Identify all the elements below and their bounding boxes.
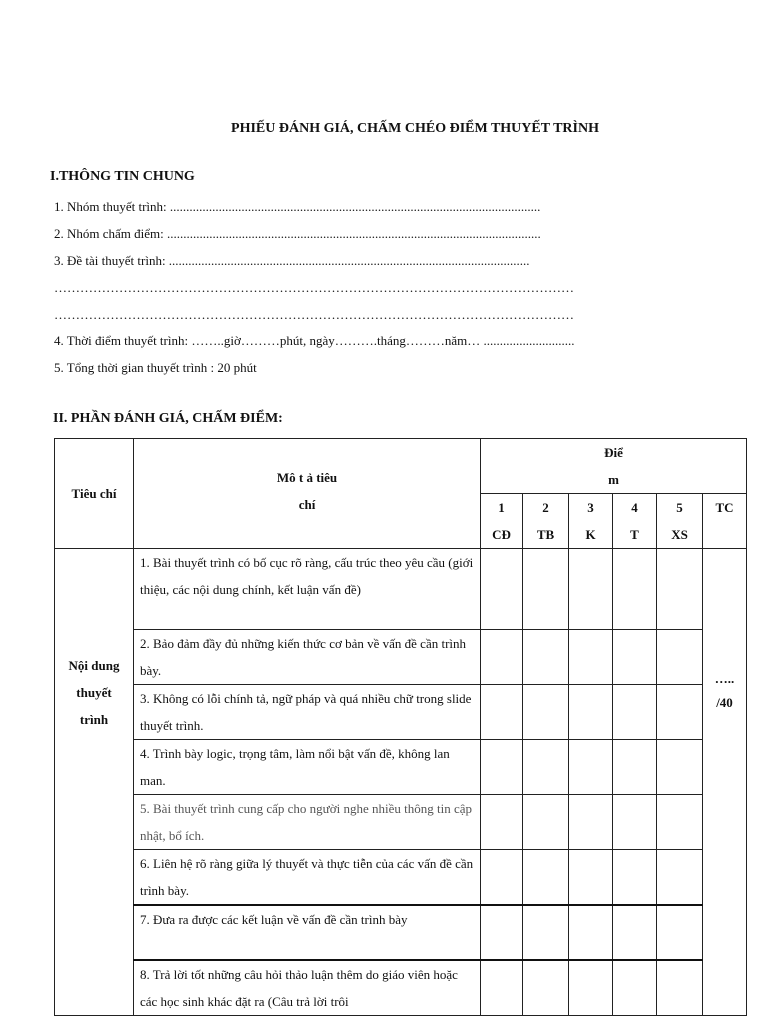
score-cell[interactable]: [613, 795, 657, 850]
score-cell[interactable]: [657, 549, 703, 630]
criterion-description: 8. Trả lời tốt những câu hỏi thảo luận thêm do giáo viên hoặc các học sinh khác đặt ra (Câu trả lời trôi: [134, 960, 481, 1016]
info-topic: 3. Đề tài thuyết trình: ...............................................................................................................: [54, 253, 530, 268]
criterion-description: 2. Bảo đảm đầy đủ những kiến thức cơ bản về vấn đề cần trình bày.: [134, 630, 481, 685]
criterion-description: 1. Bài thuyết trình có bố cục rõ ràng, cấu trúc theo yêu cầu (giới thiệu, các nội dung chính, kết luận vấn đề): [134, 549, 481, 630]
score-cell[interactable]: [523, 795, 569, 850]
header-level-5: 5 XS: [657, 494, 703, 549]
score-cell[interactable]: [569, 740, 613, 795]
score-cell[interactable]: [481, 740, 523, 795]
section-evaluation-heading: II. PHẦN ĐÁNH GIÁ, CHẤM ĐIỂM:: [53, 411, 283, 426]
header-description: Mô t ả tiêu chí: [134, 439, 481, 549]
score-cell[interactable]: [569, 685, 613, 740]
criterion-description: 6. Liên hệ rõ ràng giữa lý thuyết và thực tiễn của các vấn đề cần trình bày.: [134, 850, 481, 906]
table-row: [55, 795, 747, 850]
score-cell[interactable]: [481, 685, 523, 740]
score-cell[interactable]: [523, 549, 569, 630]
score-cell[interactable]: [569, 549, 613, 630]
info-presenting-group: 1. Nhóm thuyết trình: ..................................................................................................................: [54, 199, 541, 214]
score-cell[interactable]: [613, 630, 657, 685]
score-cell[interactable]: [481, 960, 523, 1016]
criterion-description: 4. Trình bày logic, trọng tâm, làm nổi bật vấn đề, không lan man.: [134, 740, 481, 795]
score-cell[interactable]: [657, 795, 703, 850]
score-cell[interactable]: [569, 795, 613, 850]
info-topic-line-2: …………………………………………………………………………………………………………: [54, 280, 574, 295]
score-cell[interactable]: [657, 905, 703, 960]
score-cell[interactable]: [657, 685, 703, 740]
score-cell[interactable]: [569, 850, 613, 906]
header-level-4: 4 T: [613, 494, 657, 549]
header-criteria: Tiêu chí: [55, 439, 134, 549]
header-total: TC: [703, 494, 747, 549]
header-level-3: 3 K: [569, 494, 613, 549]
score-cell[interactable]: [569, 630, 613, 685]
score-cell[interactable]: [481, 549, 523, 630]
score-cell[interactable]: [613, 905, 657, 960]
header-level-1: 1 CĐ: [481, 494, 523, 549]
info-presentation-time: 4. Thời điểm thuyết trình: ……..giờ………phút, ngày……….tháng………năm… ............................: [54, 333, 575, 348]
evaluation-table: [54, 438, 747, 1016]
score-cell[interactable]: [523, 850, 569, 906]
score-cell[interactable]: [481, 905, 523, 960]
table-row: [55, 630, 747, 685]
table-row: [55, 549, 747, 630]
score-cell[interactable]: [569, 960, 613, 1016]
score-cell[interactable]: [613, 740, 657, 795]
header-score: Điể m: [481, 439, 747, 494]
criterion-description: 7. Đưa ra được các kết luận về vấn đề cần trình bày: [134, 905, 481, 960]
table-row: [55, 960, 747, 1016]
score-cell[interactable]: [523, 630, 569, 685]
score-cell[interactable]: [613, 960, 657, 1016]
info-total-duration: 5. Tổng thời gian thuyết trình : 20 phút: [54, 360, 257, 375]
score-cell[interactable]: [523, 905, 569, 960]
criterion-description: 3. Không có lỗi chính tả, ngữ pháp và quá nhiều chữ trong slide thuyết trình.: [134, 685, 481, 740]
score-cell[interactable]: [569, 905, 613, 960]
score-cell[interactable]: [523, 685, 569, 740]
form-title: PHIẾU ĐÁNH GIÁ, CHẤM CHÉO ĐIỂM THUYẾT TRÌNH: [231, 121, 599, 136]
score-cell[interactable]: [613, 850, 657, 906]
score-cell[interactable]: [481, 850, 523, 906]
score-cell[interactable]: [657, 630, 703, 685]
score-cell[interactable]: [657, 850, 703, 906]
section-general-info-heading: I.THÔNG TIN CHUNG: [50, 169, 195, 184]
info-topic-line-3: …………………………………………………………………………………………………………: [54, 307, 574, 322]
score-cell[interactable]: [657, 960, 703, 1016]
score-cell[interactable]: [523, 740, 569, 795]
score-cell[interactable]: [481, 795, 523, 850]
score-cell[interactable]: [523, 960, 569, 1016]
total-score-cell[interactable]: ….. /40: [703, 549, 747, 1016]
score-cell[interactable]: [613, 549, 657, 630]
info-grading-group: 2. Nhóm chấm điểm: ...................................................................................................................: [54, 226, 541, 241]
score-cell[interactable]: [657, 740, 703, 795]
table-row: [55, 685, 747, 740]
criterion-description: 5. Bài thuyết trình cung cấp cho người nghe nhiều thông tin cập nhật, bổ ích.: [134, 795, 481, 850]
table-row: [55, 905, 747, 960]
table-row: [55, 740, 747, 795]
criteria-content-presentation: Nội dung thuyết trình: [55, 549, 134, 1016]
table-row: [55, 850, 747, 906]
score-cell[interactable]: [481, 630, 523, 685]
header-level-2: 2 TB: [523, 494, 569, 549]
score-cell[interactable]: [613, 685, 657, 740]
